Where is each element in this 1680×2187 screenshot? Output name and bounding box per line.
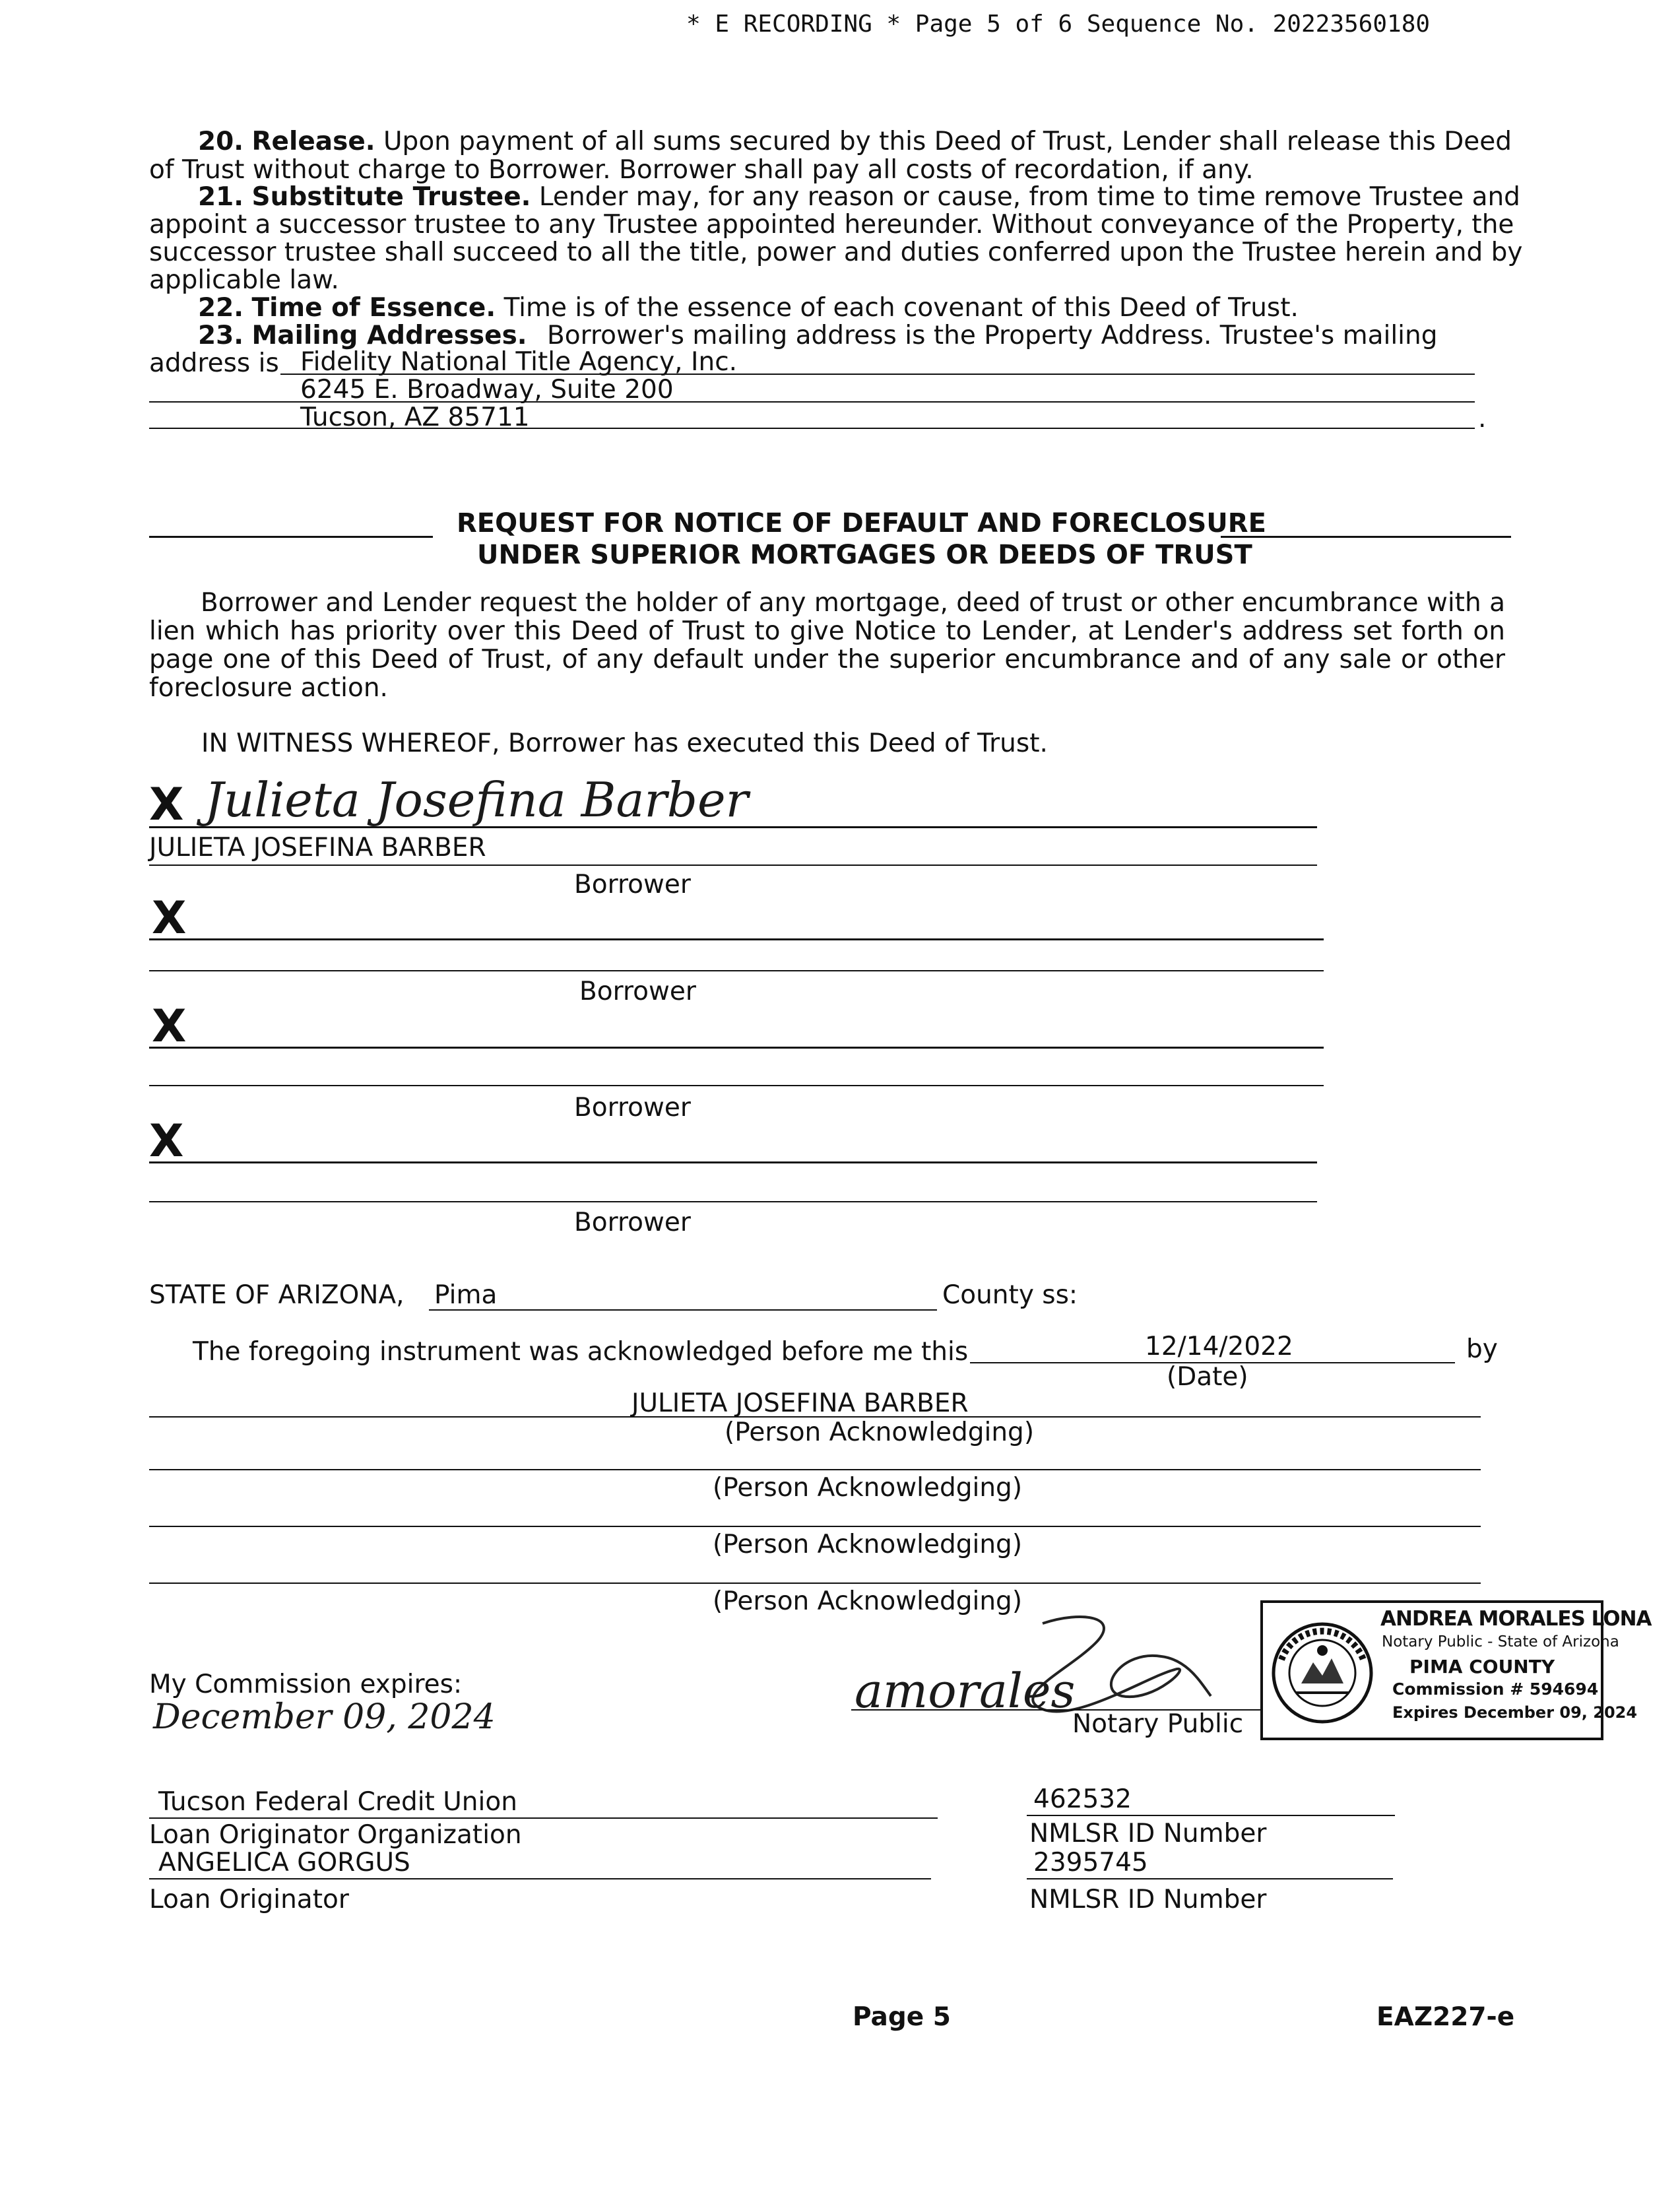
request-title-line1: REQUEST FOR NOTICE OF DEFAULT AND FORECLOSURE — [457, 508, 1266, 539]
loan-originator-label: Loan Originator — [149, 1885, 349, 1914]
originator-nmlsr-underline — [1027, 1878, 1393, 1879]
section-22 — [198, 293, 1299, 323]
form-id: EAZ227-e — [1376, 2002, 1515, 2032]
state-seal-icon — [1270, 1620, 1375, 1726]
ack-date-value: 12/14/2022 — [1145, 1332, 1293, 1361]
org-nmlsr-label: NMLSR ID Number — [1029, 1819, 1267, 1848]
signature-mark-2: X — [152, 892, 187, 944]
org-nmlsr-underline — [1027, 1815, 1395, 1816]
loan-originator-value: ANGELICA GORGUS — [158, 1848, 410, 1877]
signature-mark-3: X — [152, 1000, 187, 1053]
section-23-number: 23. — [198, 321, 244, 350]
date-label: (Date) — [1167, 1362, 1248, 1392]
person-line-3 — [149, 1526, 1481, 1527]
section-23-text: Borrower's mailing address is the Property Address. Trustee's mailing — [547, 321, 1438, 350]
notary-stamp — [1260, 1600, 1652, 1740]
signature-line-4 — [149, 1161, 1317, 1163]
originator-org-label: Loan Originator Organization — [149, 1820, 522, 1850]
witness-statement: IN WITNESS WHEREOF, Borrower has executed this Deed of Trust. — [201, 729, 1048, 758]
page-number: Page 5 — [853, 2002, 951, 2032]
section-22-text: Time is of the essence of each covenant of this Deed of Trust. — [503, 293, 1299, 323]
originator-org-value: Tucson Federal Credit Union — [158, 1787, 517, 1817]
signature-line-1 — [149, 826, 1317, 828]
stamp-title: Notary Public - State of Arizona — [1382, 1633, 1619, 1650]
section-20 — [198, 127, 1512, 156]
section-21-text: Lender may, for any reason or cause, from time to time remove Trustee and — [538, 182, 1520, 212]
county-underline — [429, 1309, 937, 1311]
by-label: by — [1466, 1334, 1498, 1364]
section-21-title: Substitute Trustee. — [251, 182, 531, 212]
person-name: JULIETA JOSEFINA BARBER — [631, 1388, 969, 1418]
stamp-name: ANDREA MORALES LONA — [1380, 1607, 1652, 1631]
signature-line-3 — [149, 1047, 1324, 1049]
org-underline — [149, 1817, 938, 1819]
address-end-mark: . — [1478, 404, 1487, 434]
borrower-label-3: Borrower — [574, 1093, 691, 1123]
section-22-title: Time of Essence. — [251, 293, 496, 323]
person-label-2: (Person Acknowledging) — [713, 1473, 1023, 1503]
person-label-3: (Person Acknowledging) — [713, 1530, 1023, 1559]
section-21 — [198, 182, 1520, 212]
section-23-text-2: address is — [149, 348, 279, 378]
section-21-number: 21. — [198, 182, 244, 212]
name-line-2 — [149, 970, 1324, 971]
signature-line-2 — [149, 938, 1324, 940]
recording-header: * E RECORDING * Page 5 of 6 Sequence No. 20223560180 — [686, 11, 1431, 38]
originator-underline — [149, 1878, 931, 1879]
notary-public-label: Notary Public — [1072, 1709, 1244, 1739]
county-ss-label: County ss: — [942, 1280, 1078, 1310]
stamp-expires: Expires December 09, 2024 — [1392, 1703, 1638, 1722]
signature-mark-4: X — [149, 1115, 184, 1167]
name-line-1 — [149, 865, 1317, 866]
address-underline-3 — [149, 428, 1475, 429]
org-nmlsr-value: 462532 — [1033, 1784, 1132, 1814]
title-rule-right — [1221, 536, 1511, 538]
section-22-number: 22. — [198, 293, 244, 323]
section-20-text-2: of Trust without charge to Borrower. Borrower shall pay all costs of recordation, if any. — [149, 155, 1254, 185]
name-line-3 — [149, 1085, 1324, 1086]
foregoing-text: The foregoing instrument was acknowledged before me this — [193, 1337, 969, 1367]
person-line-4 — [149, 1583, 1481, 1584]
borrower-label-4: Borrower — [574, 1208, 691, 1237]
borrower1-name: JULIETA JOSEFINA BARBER — [149, 833, 486, 863]
section-21-text-2: appoint a successor trustee to any Trustee appointed hereunder. Without conveyance of the Property, the — [149, 210, 1514, 240]
section-20-text: Upon payment of all sums secured by this Deed of Trust, Lender shall release this Deed — [383, 127, 1512, 156]
signature-mark-1: X — [149, 779, 184, 831]
request-body: Borrower and Lender request the holder of any mortgage, deed of trust or other encumbrance with a lien which has priority over this Deed of Trust to give Notice to Lender, at Lender's address set forth on page one of this Deed of Trust, of any default under the superior encumbrance and of any sale or other foreclosure action. — [149, 588, 1505, 703]
section-20-number: 20. — [198, 127, 244, 156]
person-line-2 — [149, 1469, 1481, 1470]
notary-signature: amorales — [855, 1663, 1076, 1718]
commission-expiration-handwritten: December 09, 2024 — [153, 1697, 496, 1737]
section-23-title: Mailing Addresses. — [251, 321, 527, 350]
stamp-commission: Commission # 594694 — [1392, 1680, 1599, 1699]
section-20-title: Release. — [251, 127, 375, 156]
section-21-text-4: applicable law. — [149, 265, 339, 295]
borrower1-signature: Julieta Josefina Barber — [205, 772, 748, 828]
section-23 — [198, 321, 1438, 350]
county-value: Pima — [434, 1280, 498, 1310]
trustee-address-line2: 6245 E. Broadway, Suite 200 — [300, 375, 674, 405]
name-line-4 — [149, 1201, 1317, 1202]
title-rule-left — [149, 536, 433, 538]
request-title-line2: UNDER SUPERIOR MORTGAGES OR DEEDS OF TRUST — [477, 540, 1252, 570]
stamp-county: PIMA COUNTY — [1409, 1656, 1555, 1678]
trustee-address-line1: Fidelity National Title Agency, Inc. — [300, 347, 738, 377]
originator-nmlsr-value: 2395745 — [1033, 1848, 1148, 1877]
person-label-1: (Person Acknowledging) — [725, 1418, 1035, 1447]
section-21-text-3: successor trustee shall succeed to all the title, power and duties conferred upon the Trustee herein and by — [149, 238, 1523, 267]
originator-nmlsr-label: NMLSR ID Number — [1029, 1885, 1267, 1914]
person-label-4: (Person Acknowledging) — [713, 1586, 1023, 1616]
trustee-address-line3: Tucson, AZ 85711 — [300, 403, 530, 432]
commission-label: My Commission expires: — [149, 1670, 463, 1699]
state-label: STATE OF ARIZONA, — [149, 1280, 404, 1310]
borrower-label-1: Borrower — [574, 870, 691, 899]
borrower-label-2: Borrower — [579, 977, 696, 1006]
